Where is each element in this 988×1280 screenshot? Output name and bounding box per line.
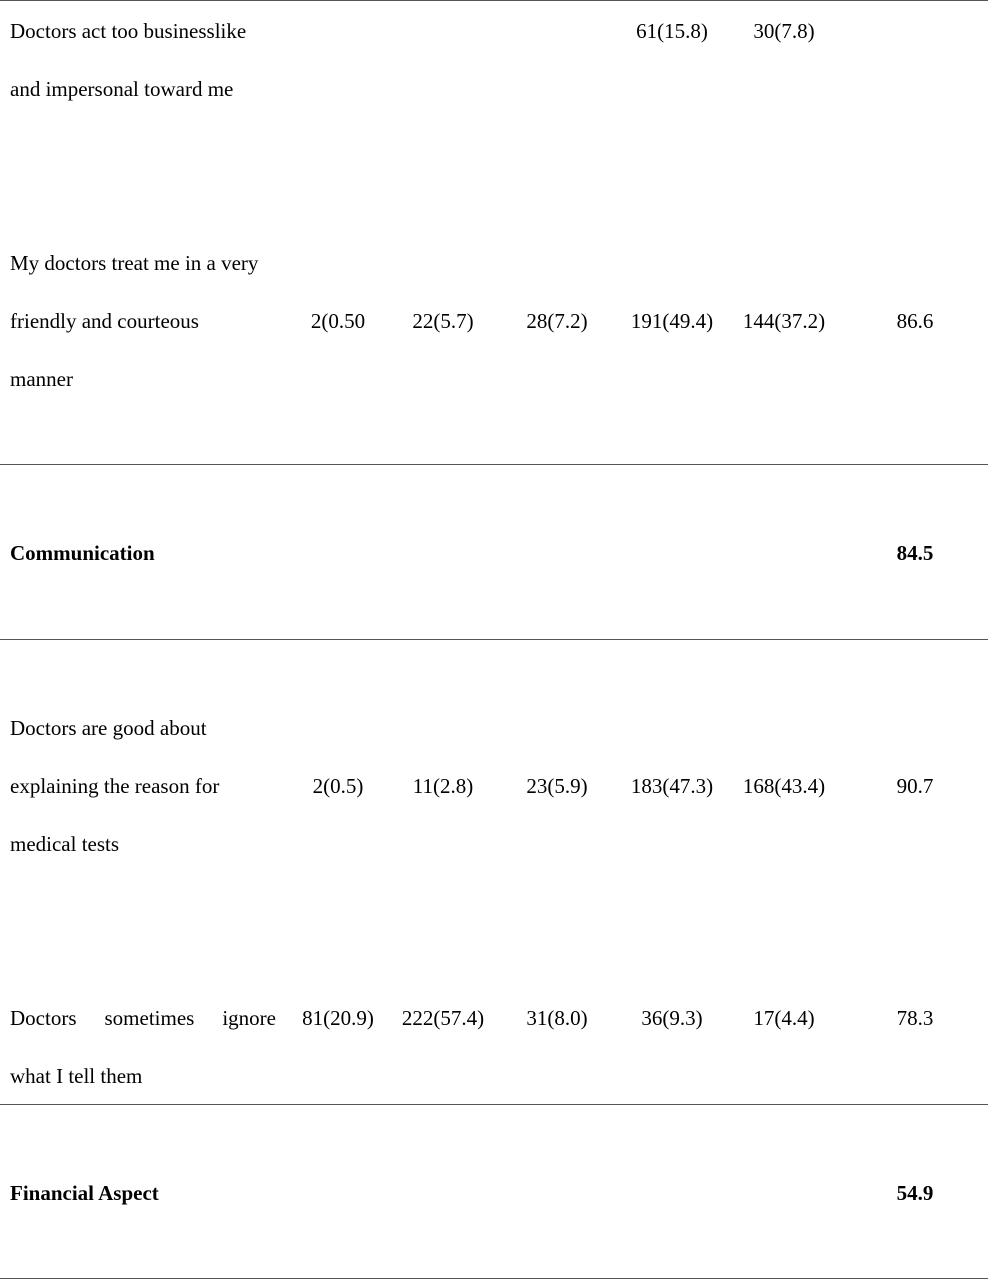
- item-text: medical tests: [10, 832, 120, 856]
- table-rule-bottom: [0, 1278, 988, 1279]
- section-score: 84.5: [896, 541, 934, 565]
- cell-value: 61(15.8): [636, 19, 708, 43]
- table-rule-top: [0, 0, 988, 1]
- cell-value: 2(0.50: [310, 309, 366, 333]
- table-rule: [0, 1104, 988, 1105]
- cell-value: 183(47.3): [630, 774, 714, 798]
- cell-value: 222(57.4): [401, 1006, 485, 1030]
- item-text: My doctors treat me in a very: [10, 251, 259, 275]
- item-text: what I tell them: [10, 1064, 143, 1088]
- cell-value: 11(2.8): [412, 774, 474, 798]
- section-score: 54.9: [896, 1181, 934, 1205]
- score-value: 86.6: [896, 309, 934, 333]
- cell-value: 191(49.4): [630, 309, 714, 333]
- cell-value: 31(8.0): [526, 1006, 588, 1030]
- item-text: Doctors sometimes ignore: [10, 1006, 276, 1030]
- item-text: manner: [10, 367, 73, 391]
- item-text: and impersonal toward me: [10, 77, 234, 101]
- table-rule: [0, 639, 988, 640]
- section-title: Communication: [10, 541, 155, 565]
- score-value: 90.7: [896, 774, 934, 798]
- item-text: explaining the reason for: [10, 774, 220, 798]
- section-title: Financial Aspect: [10, 1181, 159, 1205]
- item-text: friendly and courteous: [10, 309, 199, 333]
- cell-value: 168(43.4): [742, 774, 826, 798]
- cell-value: 28(7.2): [526, 309, 588, 333]
- cell-value: 17(4.4): [753, 1006, 815, 1030]
- table-rule: [0, 464, 988, 465]
- score-value: 78.3: [896, 1006, 934, 1030]
- item-text: Doctors act too businesslike: [10, 19, 247, 43]
- cell-value: 30(7.8): [753, 19, 815, 43]
- item-text: Doctors are good about: [10, 716, 207, 740]
- cell-value: 22(5.7): [412, 309, 474, 333]
- cell-value: 36(9.3): [641, 1006, 703, 1030]
- cell-value: 144(37.2): [742, 309, 826, 333]
- cell-value: 23(5.9): [526, 774, 588, 798]
- cell-value: 81(20.9): [302, 1006, 374, 1030]
- cell-value: 2(0.5): [312, 774, 364, 798]
